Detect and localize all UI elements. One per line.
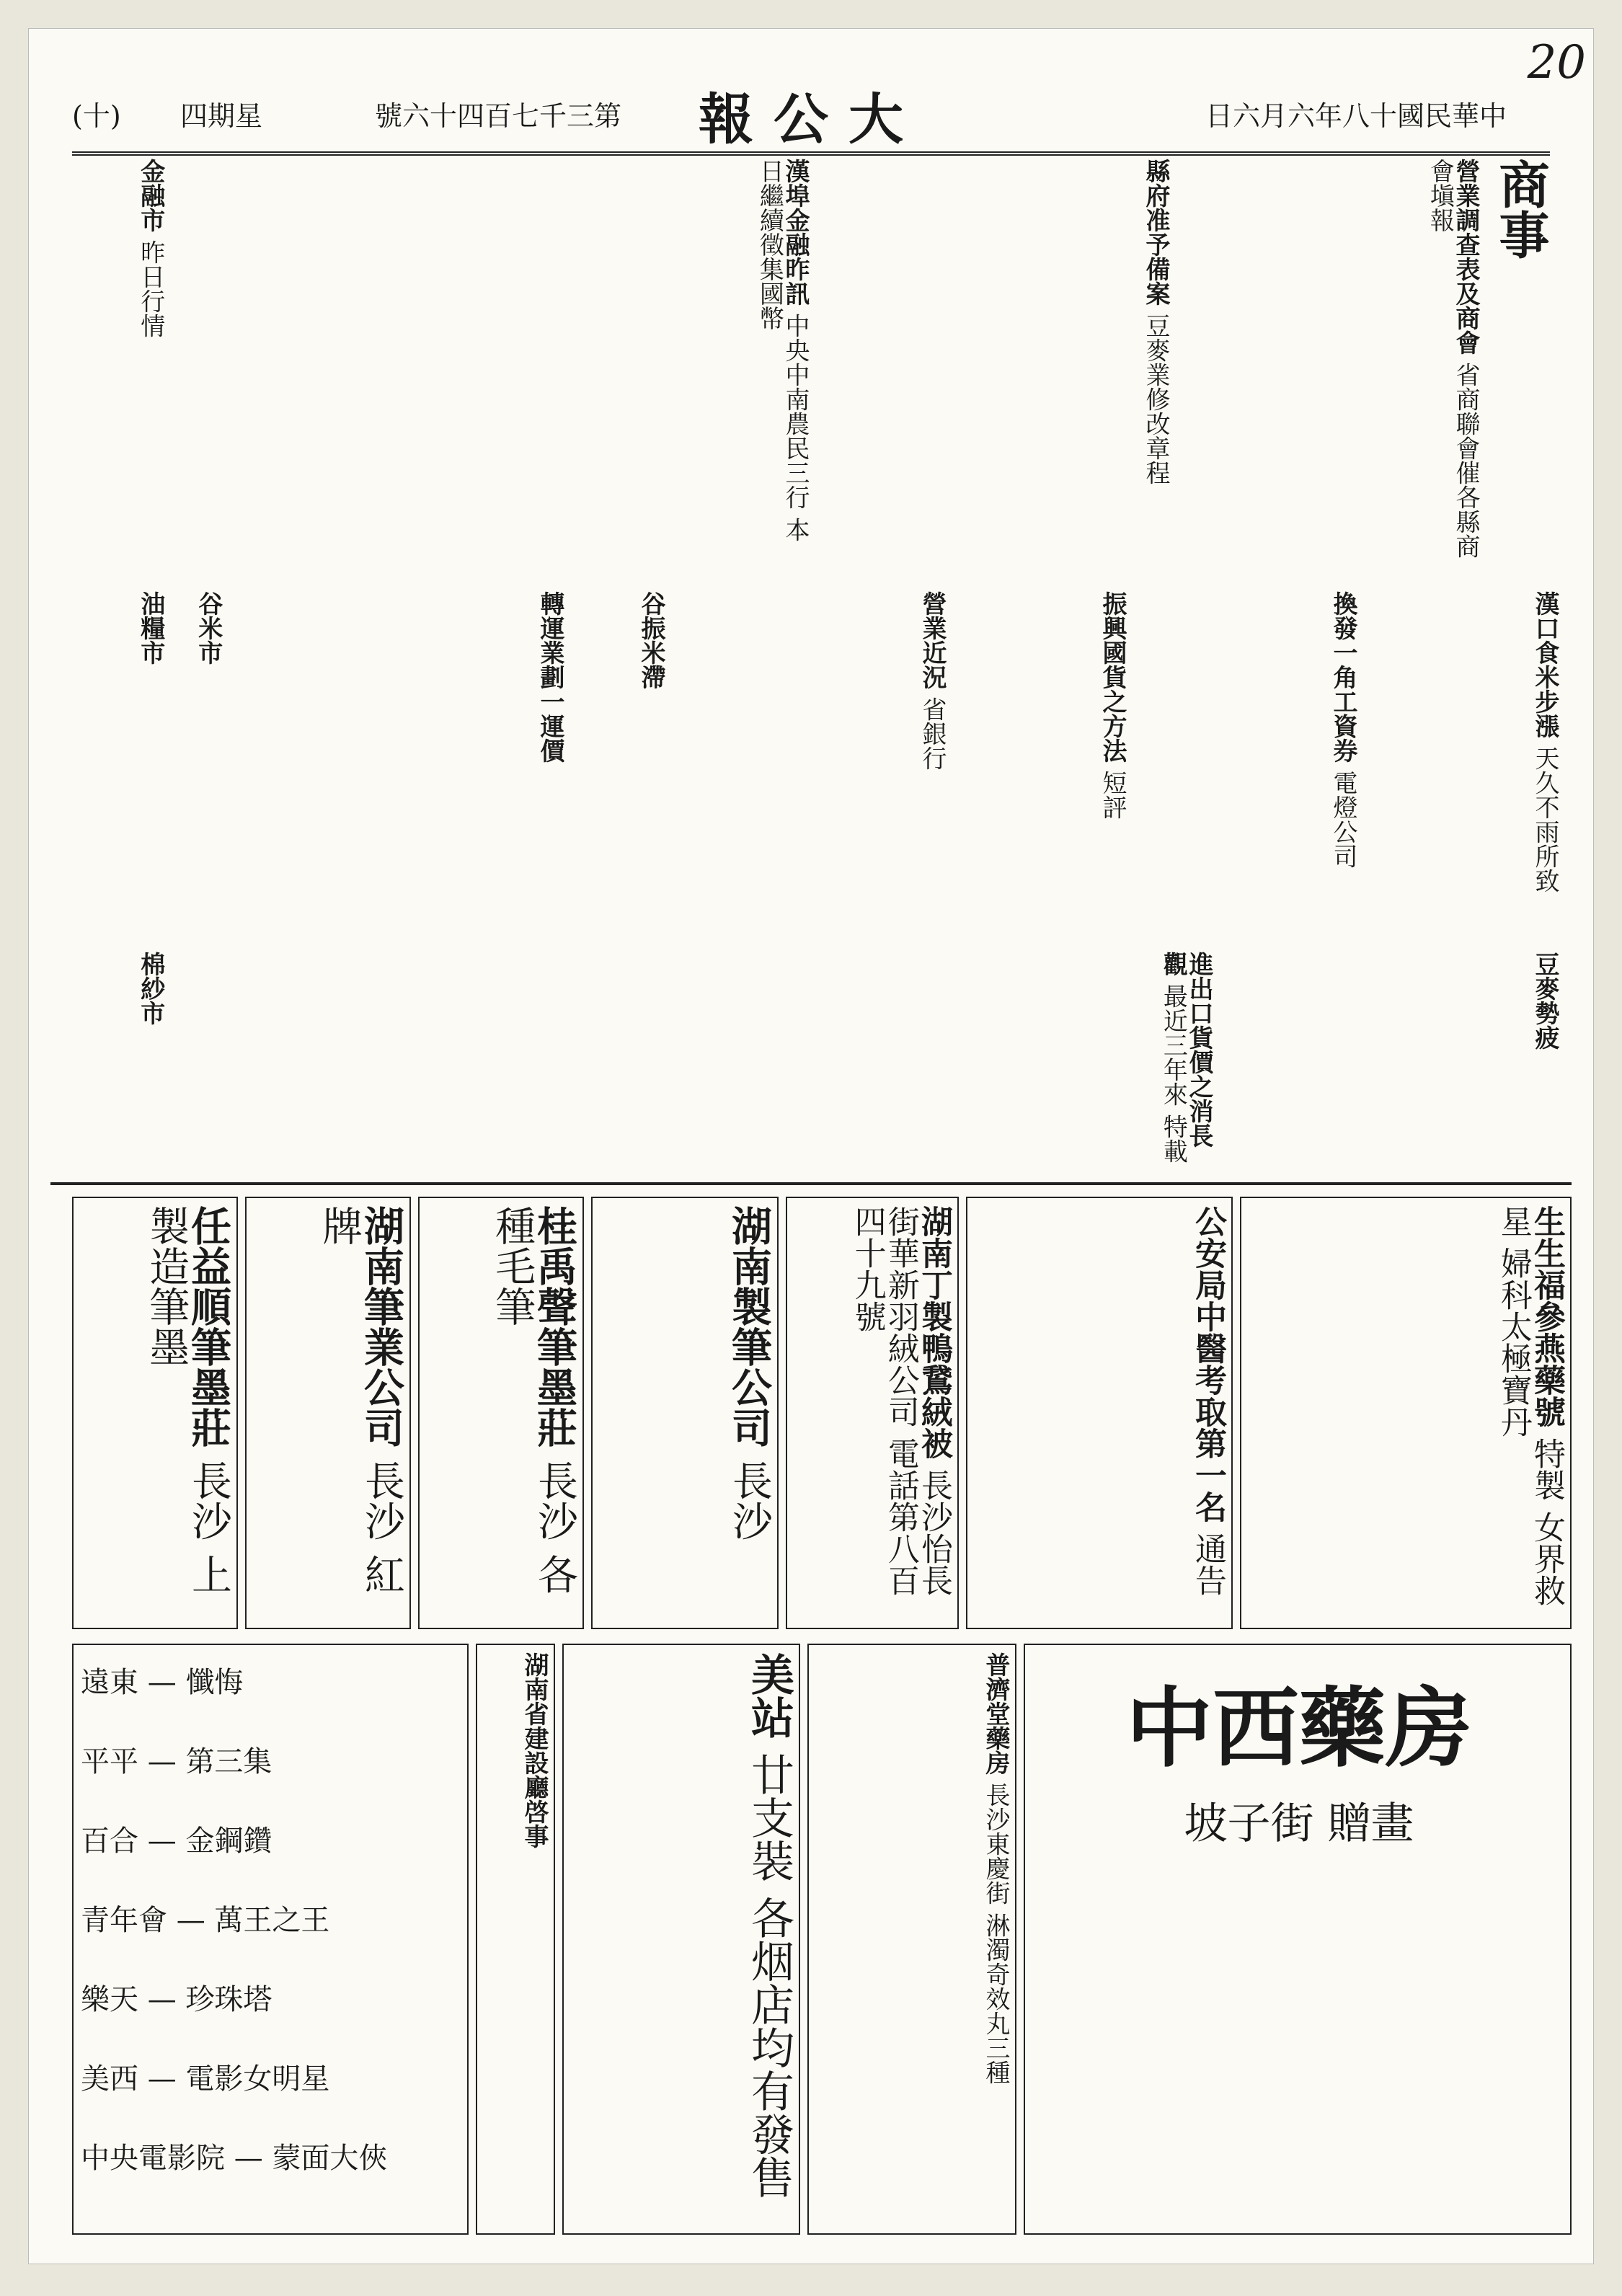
cinema-listings [72, 1644, 469, 2235]
article-finance [755, 159, 810, 562]
article-body: 最近三年來 特載 [1158, 983, 1188, 1163]
article-body: 中央中南農民三行 本日繼續徵集國幣 [755, 159, 810, 542]
ad-tonic: 生生福參燕藥號 特製 女界救星 婦科太極寶丹 [1240, 1197, 1572, 1629]
article-title: 振興國貨之方法 [1098, 591, 1127, 763]
article-wage-tickets [1329, 591, 1355, 930]
ad-construction: 湖南省建設廳啓事 [476, 1644, 555, 2235]
article-title: 營業近況 [918, 591, 947, 689]
article-body: 省銀行 [918, 696, 947, 771]
ad-quilt: 湖南丁製鴨鵞絨被 長沙怡長街華新羽絨公司 電話第八百四十九號 [786, 1197, 959, 1629]
ad-cigarette: 美站 廿支裝 各烟店均有發售 [562, 1644, 800, 2235]
section-title: 商事 [1491, 159, 1551, 260]
article-title: 進出口貨價之消長觀 [1158, 952, 1213, 1148]
article-bank [918, 591, 947, 930]
market-finance [137, 159, 163, 562]
cinema-5: 美西 — 電影女明星 [81, 2062, 330, 2096]
article-grain [637, 591, 663, 930]
market-title: 谷米市 [193, 591, 223, 665]
cinema-3: 青年會 — 萬王之王 [81, 1904, 330, 1937]
market-grain [195, 591, 221, 930]
article-beans [1531, 952, 1557, 1168]
page-number: 20 [1527, 36, 1586, 89]
article-title: 漢口食米步漲 [1530, 591, 1559, 738]
article-body: 豆麥業修改章程 [1141, 313, 1170, 485]
ad-pharmacy: 中西藥房 坡子街 贈畫 [1024, 1644, 1572, 2235]
ad-brush-co: 湖南製筆公司 長沙 [591, 1197, 779, 1629]
cinema-2: 百合 — 金鋼鑽 [81, 1825, 272, 1858]
market-oil [137, 591, 163, 930]
newspaper-page [29, 29, 1593, 2264]
page-section: (十) [72, 100, 121, 132]
article-title: 換發一角工資券 [1329, 591, 1357, 763]
commerce-section [50, 144, 1572, 1175]
cinema-4: 樂天 — 珍珠塔 [81, 1983, 272, 2016]
market-title: 油糧市 [136, 591, 165, 665]
article-body: 短評 [1098, 770, 1127, 820]
article-body: 天久不雨所致 [1530, 745, 1559, 893]
cinema-1: 平平 — 第三集 [81, 1745, 272, 1778]
ad-guiyu: 桂禹聲筆墨莊 長沙 各種毛筆 [418, 1197, 584, 1629]
article-rice-price [1531, 591, 1557, 930]
cinema-0: 遠東 — 懺悔 [81, 1666, 244, 1699]
article-title: 谷振米滯 [637, 591, 665, 689]
market-cotton [137, 952, 163, 1168]
market-title: 棉紗市 [136, 952, 165, 1025]
newspaper-title: 報公大 [699, 87, 923, 151]
market-kind: 昨日行情 [136, 239, 165, 338]
article-transport [536, 591, 562, 930]
article-title: 豆麥勢疲 [1530, 952, 1559, 1050]
ad-puji: 普濟堂藥房 長沙東慶街 淋濁奇效丸三種 [807, 1644, 1016, 2235]
article-national-goods [1099, 591, 1125, 930]
cinema-6: 中央電影院 — 蒙面大俠 [81, 2142, 388, 2175]
section-divider [50, 1182, 1572, 1185]
date-line: 日六月六年八十國民華中 [1205, 100, 1507, 132]
article-title: 營業調查表及商會 [1451, 159, 1480, 355]
article-title: 漢埠金融昨訊 [781, 159, 810, 306]
ad-renyi: 任益順筆墨莊 長沙 上製造筆墨 [72, 1197, 238, 1629]
article-title: 轉運業劃一運價 [536, 591, 564, 763]
article-title: 縣府准予備案 [1141, 159, 1170, 306]
article-body: 省商聯會催各縣商會塡報 [1425, 159, 1480, 559]
article-import-export [1160, 952, 1211, 1168]
ad-hunan-brush: 湖南筆業公司 長沙 紅牌 [245, 1197, 411, 1629]
issue-number: 號六十四百七千三第 [375, 100, 622, 132]
weekday: 四期星 [180, 100, 263, 132]
article-commerce-survey [1427, 159, 1478, 562]
masthead [72, 36, 1586, 156]
ad-doctor: 公安局中醫考取第一名 通告 [966, 1197, 1233, 1629]
article-county-approval [1142, 159, 1168, 562]
article-body: 電燈公司 [1329, 770, 1357, 869]
market-title: 金融市 [136, 159, 165, 232]
